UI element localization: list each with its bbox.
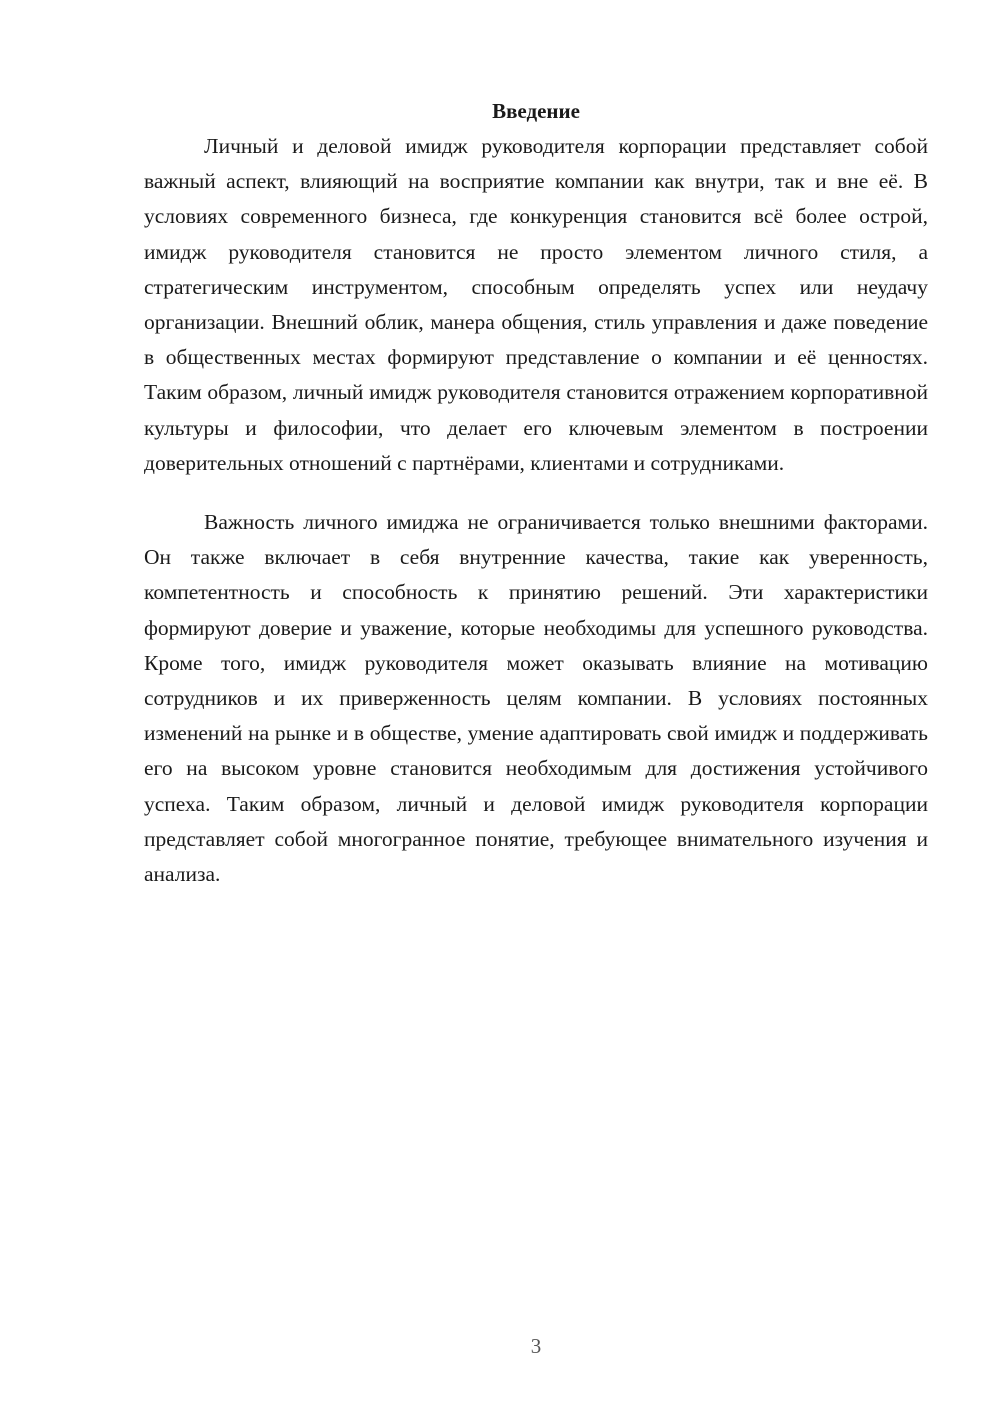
paragraph-2: Важность личного имиджа не ограничивается только внешними факторами. Он также включает в себя внутренние качества, такие как уверенность, компетентность и способность к принятию решений. Эти характеристики формируют доверие и уважение, которые необходимы для успешного руководства. Кроме того, имидж руководителя может оказывать влияние на мотивацию сотрудников и их приверженность целям компании. В условиях постоянных изменений на рынке и в обществе, умение адаптировать свой имидж и поддерживать его на высоком уровне становится необходимым для достижения устойчивого успеха. Таким образом, личный и деловой имидж руководителя корпорации представляет собой многогранное понятие, требующее внимательного изучения и анализа.: [144, 510, 928, 887]
page-number: 3: [530, 1334, 542, 1358]
page-content: [144, 94, 928, 892]
section-title: Введение: [492, 99, 580, 123]
paragraph-1: Личный и деловой имидж руководителя корпорации представляет собой важный аспект, влияющий на восприятие компании как внутри, так и вне её. В условиях современного бизнеса, где конкуренция становится всё более острой, имидж руководителя становится не просто элементом личного стиля, а стратегическим инструментом, способным определять успех или неудачу организации. Внешний облик, манера общения, стиль управления и даже поведение в общественных местах формируют представление о компании и её ценностях. Таким образом, личный имидж руководителя становится отражением корпоративной культуры и философии, что делает его ключевым элементом в построении доверительных отношений с партнёрами, клиентами и сотрудниками.: [144, 134, 928, 475]
